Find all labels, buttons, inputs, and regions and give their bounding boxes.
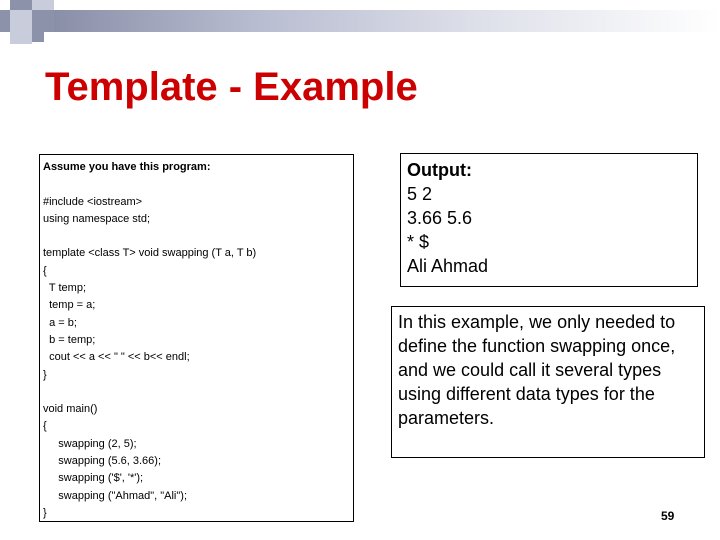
- header-square: [10, 32, 32, 44]
- code-line: }: [43, 506, 47, 519]
- code-line: void main(): [43, 403, 98, 416]
- page-number: 59: [661, 509, 675, 523]
- header-square: [10, 10, 32, 32]
- explanation-box: In this example, we only needed to define the function swapping once, and we could call it several types using different data types for the parameters.: [391, 306, 705, 458]
- output-box: [400, 153, 698, 287]
- code-line: #include <iostream>: [43, 195, 143, 208]
- code-line: T temp;: [43, 282, 87, 295]
- code-box: [39, 154, 354, 522]
- code-line: swapping (5.6, 3.66);: [43, 455, 162, 468]
- header-square: [32, 32, 44, 42]
- code-heading: Assume you have this program:: [43, 161, 211, 173]
- code-listing: [43, 176, 353, 522]
- code-line: temp = a;: [43, 299, 96, 312]
- code-line: template <class T> void swapping (T a, T b): [43, 247, 257, 260]
- header-square: [32, 10, 54, 32]
- slide-title: Template - Example: [45, 65, 418, 109]
- output-heading: Output:: [407, 160, 472, 180]
- code-line: cout << a << " " << b<< endl;: [43, 351, 190, 364]
- code-line: b = temp;: [43, 333, 96, 346]
- code-line: {: [43, 264, 47, 277]
- output-line: Ali Ahmad: [407, 256, 489, 276]
- output-line: 3.66 5.6: [407, 208, 473, 228]
- code-line: a = b;: [43, 316, 77, 329]
- code-line: [43, 176, 353, 193]
- header-square: [10, 0, 32, 10]
- code-line: }: [43, 368, 47, 381]
- code-line: [43, 228, 353, 245]
- header-square: [0, 10, 10, 32]
- code-line: swapping (2, 5);: [43, 437, 137, 450]
- output-listing: [407, 182, 697, 278]
- code-line: swapping ('$', '*');: [43, 472, 144, 485]
- output-line: * $: [407, 232, 430, 252]
- code-line: {: [43, 420, 47, 433]
- header-gradient-bar: [54, 10, 720, 32]
- code-line: swapping ("Ahmad", "Ali");: [43, 489, 188, 502]
- header-square: [32, 0, 54, 10]
- output-line: 5 2: [407, 184, 433, 204]
- code-line: [43, 384, 353, 401]
- code-line: using namespace std;: [43, 212, 151, 225]
